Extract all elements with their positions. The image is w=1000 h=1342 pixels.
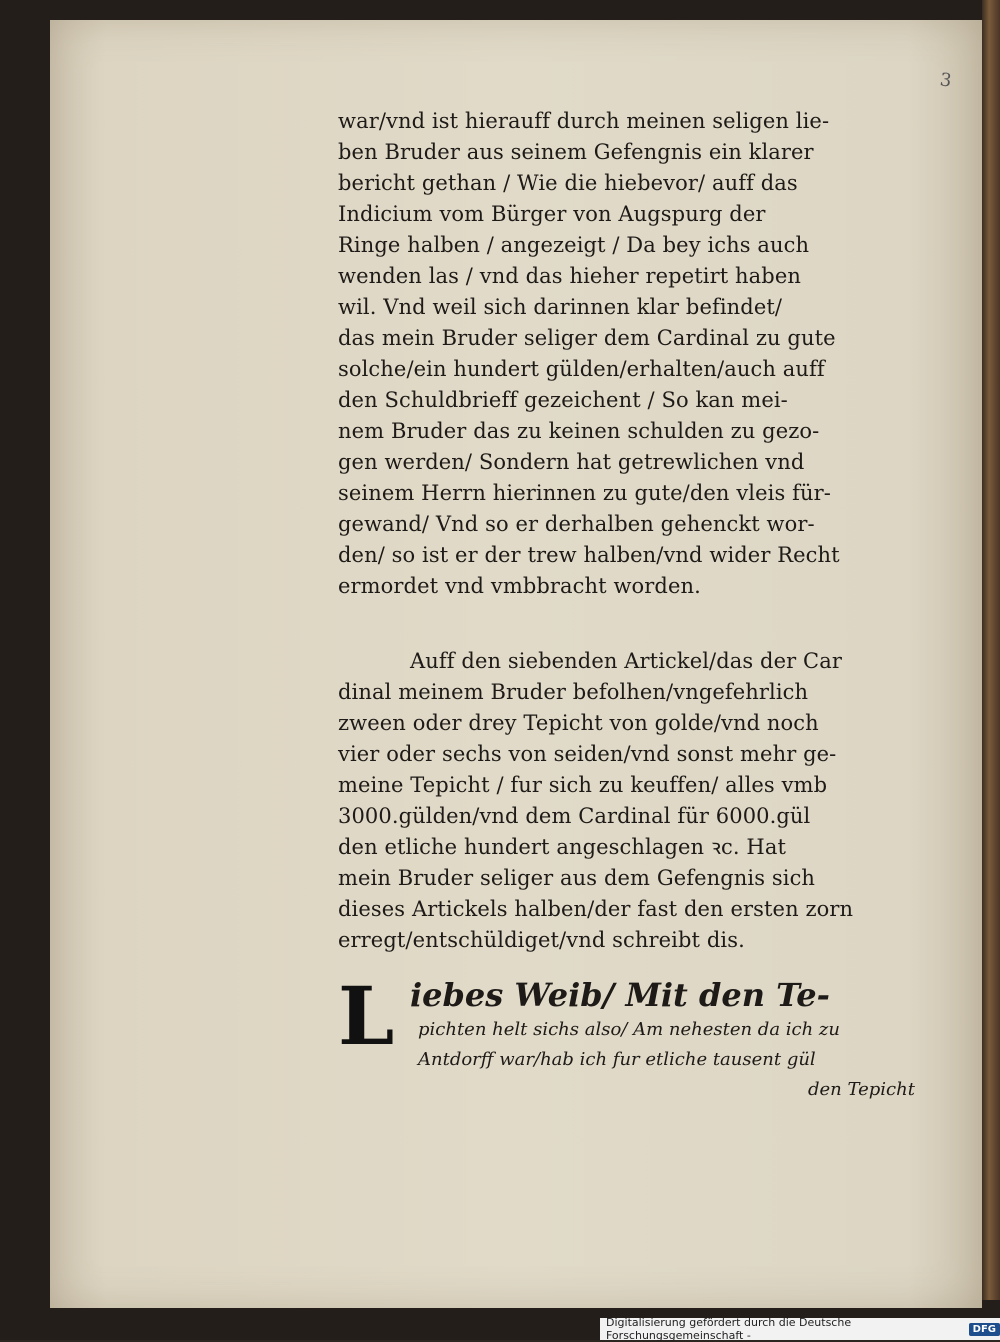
text-line: mein Bruder seliger aus dem Gefengnis sich (338, 866, 816, 890)
text-line: bericht gethan / Wie die hiebevor/ auff das (338, 171, 798, 195)
text-line: den/ so ist er der trew halben/vnd wider Recht (338, 543, 840, 567)
text-line: pichten helt sichs also/ Am nehesten da ich zu (418, 1019, 841, 1040)
text-line: vier oder sechs von seiden/vnd sonst mehr ge- (338, 742, 837, 766)
text-line: gen werden/ Sondern hat getrewlichen vnd (338, 450, 805, 474)
text-line: war/vnd ist hierauff durch meinen seligen lie- (338, 109, 830, 133)
text-line: nem Bruder das zu keinen schulden zu gezo- (338, 419, 820, 443)
book-edge (982, 0, 1000, 1300)
text-line: Auff den siebenden Artickel/das der Car (410, 649, 842, 673)
paragraph-2 (338, 646, 960, 956)
letter-heading: iebes Weib/ Mit den Te- (410, 976, 830, 1014)
text-line: Ringe halben / angezeigt / Da bey ichs auch (338, 233, 810, 257)
text-line: Antdorff war/hab ich fur etliche tausent gül (418, 1049, 816, 1070)
text-line: ben Bruder aus seinem Gefengnis ein klarer (338, 140, 814, 164)
text-line: solche/ein hundert gülden/erhalten/auch auff (338, 357, 825, 381)
dfg-logo-icon: DFG (969, 1323, 1000, 1336)
text-line: erregt/entschüldiget/vnd schreibt dis. (338, 928, 745, 952)
text-line: 3000.gülden/vnd dem Cardinal für 6000.gül (338, 804, 811, 828)
text-line: dinal meinem Bruder befolhen/vngefehrlich (338, 680, 809, 704)
text-line: gewand/ Vnd so er derhalben gehenckt wor- (338, 512, 815, 536)
decorated-initial: L (338, 969, 395, 1063)
text-line: ermordet vnd vmbbracht worden. (338, 574, 701, 598)
text-line: wenden las / vnd das hieher repetirt haben (338, 264, 801, 288)
text-line: den Schuldbrieff gezeichent / So kan mei- (338, 388, 788, 412)
page-mark: 3 (938, 69, 953, 92)
text-line: zween oder drey Tepicht von golde/vnd noch (338, 711, 819, 735)
text-line: Indicium vom Bürger von Augspurg der (338, 202, 766, 226)
text-line: dieses Artickels halben/der fast den ersten zorn (338, 897, 854, 921)
text-line: wil. Vnd weil sich darinnen klar befindet/ (338, 295, 783, 319)
text-line: den etliche hundert angeschlagen ꝛc. Hat (338, 835, 786, 859)
text-line: das mein Bruder seliger dem Cardinal zu gute (338, 326, 836, 350)
digitization-footer (600, 1318, 1000, 1340)
text-line: meine Tepicht / fur sich zu keuffen/ alles vmb (338, 773, 828, 797)
paragraph-1 (338, 106, 960, 602)
footer-text: Digitalisierung gefördert durch die Deutsche Forschungsgemeinschaft - (606, 1316, 852, 1342)
catchword: den Tepicht (808, 1079, 915, 1100)
text-line: seinem Herrn hierinnen zu gute/den vleis für- (338, 481, 831, 505)
